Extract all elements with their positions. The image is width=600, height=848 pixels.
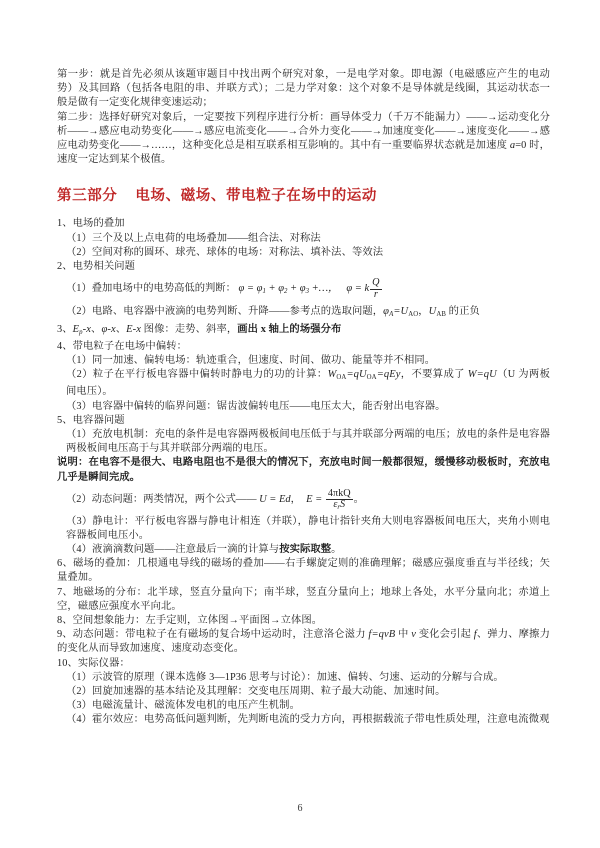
- item-5-title: 5、电容器问题: [57, 414, 125, 426]
- fraction-q-over-r: [370, 278, 381, 300]
- item-2-sub-1: [57, 278, 550, 302]
- item-6: 6、磁场的叠加：几根通电导线的磁场的叠加——右手螺旋定则的准确理解；磁感应强度垂直与半径线；矢量叠加。: [57, 558, 550, 584]
- equation-potential-sum: $\varphi = \varphi_1 + \varphi_2 + \varphi_3$ +…，: [238, 283, 339, 296]
- item-4-sub-2: [57, 368, 550, 399]
- area-symbol: S: [340, 499, 346, 511]
- fraction-denominator: r: [370, 289, 381, 301]
- item-9: [57, 628, 550, 656]
- paragraph-step-two: [57, 111, 550, 168]
- equation-phi-a: $\varphi_A=U_{AO}$: [383, 306, 419, 319]
- item-10-sub-2: （2）回旋加速器的基本结论及其理解：交变电压周期、粒子最大动能、加速时间。: [66, 686, 446, 698]
- item-4-sub-3: （3）电容器中偏转的临界问题：锯齿波偏转电压——电压太大，能否射出电容器。: [66, 400, 446, 412]
- phi-3: φ: [299, 283, 306, 295]
- item-3-middle: 图像：走势、斜率，: [141, 323, 238, 335]
- phi-symbol-2: φ: [346, 283, 353, 295]
- section-heading: [57, 184, 550, 205]
- item-10-sub-1: （1）示波管的原理（课本选修 3—1P36 思考与讨论）：加速、偏转、匀速、运动的分解与合成。: [66, 671, 504, 683]
- variable-a: a: [509, 140, 516, 152]
- phi-1: φ: [256, 283, 263, 295]
- item-5-sub-2: （2）动态问题：两类情况，两个公式—— U = Ed， E = $\frac{\text{4πkQ}}{\varepsilon_rS}$ 。: [66, 487, 364, 512]
- section-heading-title: 电场、磁场、带电粒子在场中的运动: [135, 188, 378, 205]
- item-4-sub-2-mid: ，不要算成了: [400, 369, 468, 381]
- item-5-sub-3: （3）静电计：平行板电容器与静电计相连（并联），静电计指针夹角大则电容器板间电压大，夹角小则电容器板间电压小。: [66, 515, 550, 541]
- item-3-bold: 画出 x 轴上的场强分布: [237, 323, 342, 335]
- section-heading-label: 第三部分: [57, 188, 118, 205]
- fraction-4pikq-over-eps-s: [326, 489, 353, 512]
- step-two-tail: =0 时，速度一定达到某个极值。: [57, 140, 550, 166]
- equation-field-strength: E = $\frac{\text{4πkQ}}{\varepsilon_rS}$: [306, 487, 351, 512]
- item-1-sub-1: （1）三个及以上点电荷的电场叠加——组合法、对称法: [66, 232, 321, 244]
- paragraph-step-one: 第一步：就是首先必须从该题审题目中找出两个研究对象，一是电学对象。即电源（电磁感应产生的电动势）及其回路（包括各电阻的串、并联方式）；二是力学对象：这个对象不是导体就是线圈，其运动状态一般是做有一定变化规律变速运动；: [57, 69, 550, 109]
- equation-work-qu: W=qU: [467, 369, 497, 381]
- item-8: 8、空间想象能力：左手定则，立体图→平面图→立体图。: [57, 615, 323, 627]
- step-two-text: 第二步：选择好研究对象后，一定要按下列程序进行分析：画导体受力（千万不能漏力）——→运动变化分析——→感应电动势变化——→感应电流变化——→合外力变化——→加速度变化——→速度变化——→感应电动势变化——→……，这种变化总是相互联系相互影响的。其中有一重要临界状态就是加速度: [57, 111, 550, 152]
- epsilon-subscript: r: [337, 504, 341, 512]
- equation-u-equals-ed: U = Ed: [259, 493, 291, 505]
- fraction-numerator-2: 4πkQ: [327, 487, 351, 499]
- item-1-sub-2: （2）空间对称的圆环、球壳、球体的电场：对称法、填补法、等效法: [66, 246, 384, 258]
- item-3: 3、$E_p-x$、φ-x、E-x 图像：走势、斜率，画出 x 轴上的场强分布: [57, 323, 342, 336]
- item-9-post: 变化会引起: [415, 629, 474, 641]
- equation-lorentz-force: f=qvB: [368, 629, 396, 641]
- equation-point-potential: φ = k $\frac{Q}{r}$: [346, 277, 380, 300]
- item-2-sub-2-text: （2）电路、电容器中液滴的电势判断、升降——参考点的选取问题，: [66, 306, 384, 318]
- equation-u-ab: $U_{AB}$: [428, 306, 446, 319]
- variable-f: f: [473, 629, 477, 641]
- e-symbol: E: [306, 493, 313, 505]
- epsilon-symbol: ε: [333, 499, 338, 511]
- phi-2: φ: [278, 283, 285, 295]
- coulomb-constant: k: [364, 283, 370, 295]
- fraction-numerator: Q: [372, 277, 380, 289]
- variable-v: v: [411, 629, 416, 641]
- graph-ep-x: $E_p-x$: [72, 323, 92, 336]
- equation-tail: +…，: [311, 283, 339, 295]
- item-4-sub-2-tail: （U 为两板间电压）。: [66, 369, 550, 398]
- item-5-sub-4-tail: 。: [331, 544, 342, 555]
- item-9-end: 、弹力、摩擦力的变化从而导致加速度、速度动态变化。: [57, 629, 550, 655]
- item-5-note: 说明：在电容不是很大、电路电阻也不是很大的情况下，充放电时间一般都很短，缓慢移动极板时，充放电几乎是瞬间完成。: [57, 457, 550, 483]
- item-5-sub-1: （1）充放电机制：充电的条件是电容器两极板间电压低于与其并联部分两端的电压；放电的条件是电容器两极板间电压高于与其并联部分两端的电压。: [66, 428, 550, 455]
- equation-work-oa: $W_{OA}=qU_{OA}=qEy$: [327, 369, 401, 382]
- item-1-title: 1、电场的叠加: [57, 218, 125, 230]
- item-10-title: 10、实际仪器：: [57, 657, 130, 669]
- item-9-middle: 中: [395, 629, 412, 641]
- phi-symbol: φ: [238, 283, 245, 295]
- item-2-sub-2: （2）电路、电容器中液滴的电势判断、升降——参考点的选取问题，$\varphi_A=U_{AO}$，$U_{AB}$ 的正负: [66, 306, 480, 319]
- item-5-sub-2-text: （2）动态问题：两类情况，两个公式——: [66, 493, 257, 505]
- graph-phi-x: φ-x: [101, 323, 116, 335]
- item-4-sub-2-text: （2）粒子在平行板电容器中偏转时静电力的功的计算：: [66, 369, 328, 381]
- item-2-title: 2、电势相关问题: [57, 261, 136, 273]
- item-4-sub-1: （1）同一加速、偏转电场：轨迹重合，但速度、时间、做功、能量等并不相同。: [66, 354, 436, 366]
- item-10-sub-3: （3）电磁流量计、磁流体发电机的电压产生机制。: [66, 700, 300, 712]
- graph-e-x: E-x: [126, 323, 141, 335]
- item-7: 7、地磁场的分布：北半球，竖直分量向下；南半球，竖直分量向上；地球上各处，水平分量向北；赤道上空，磁感应强度水平向北。: [57, 586, 550, 612]
- item-10-sub-4: （4）霍尔效应：电势高低问题判断，先判断电流的受力方向，再根据载流子带电性质处理，注意电流微观: [66, 714, 550, 726]
- item-5-sub-4-text: （4）液滴滴数问题——注意最后一滴的计算与: [66, 544, 280, 555]
- item-3-prefix: 3、: [57, 323, 73, 335]
- page-number: 6: [297, 803, 303, 814]
- item-4-title: 4、带电粒子在电场中偏转：: [57, 340, 188, 352]
- item-5-sub-4-bold: 按实际取整: [279, 544, 332, 555]
- fraction-denominator-2: [326, 499, 353, 511]
- item-2-sub-1-text: （1）叠加电场中的电势高低的判断：: [66, 283, 236, 295]
- item-9-prefix: 9、动态问题：带电粒子在有磁场的复合场中运动时，注意洛仑滋力: [57, 629, 369, 641]
- item-5-sub-4: [57, 543, 550, 557]
- item-2-sub-2-tail: 的正负: [446, 306, 480, 318]
